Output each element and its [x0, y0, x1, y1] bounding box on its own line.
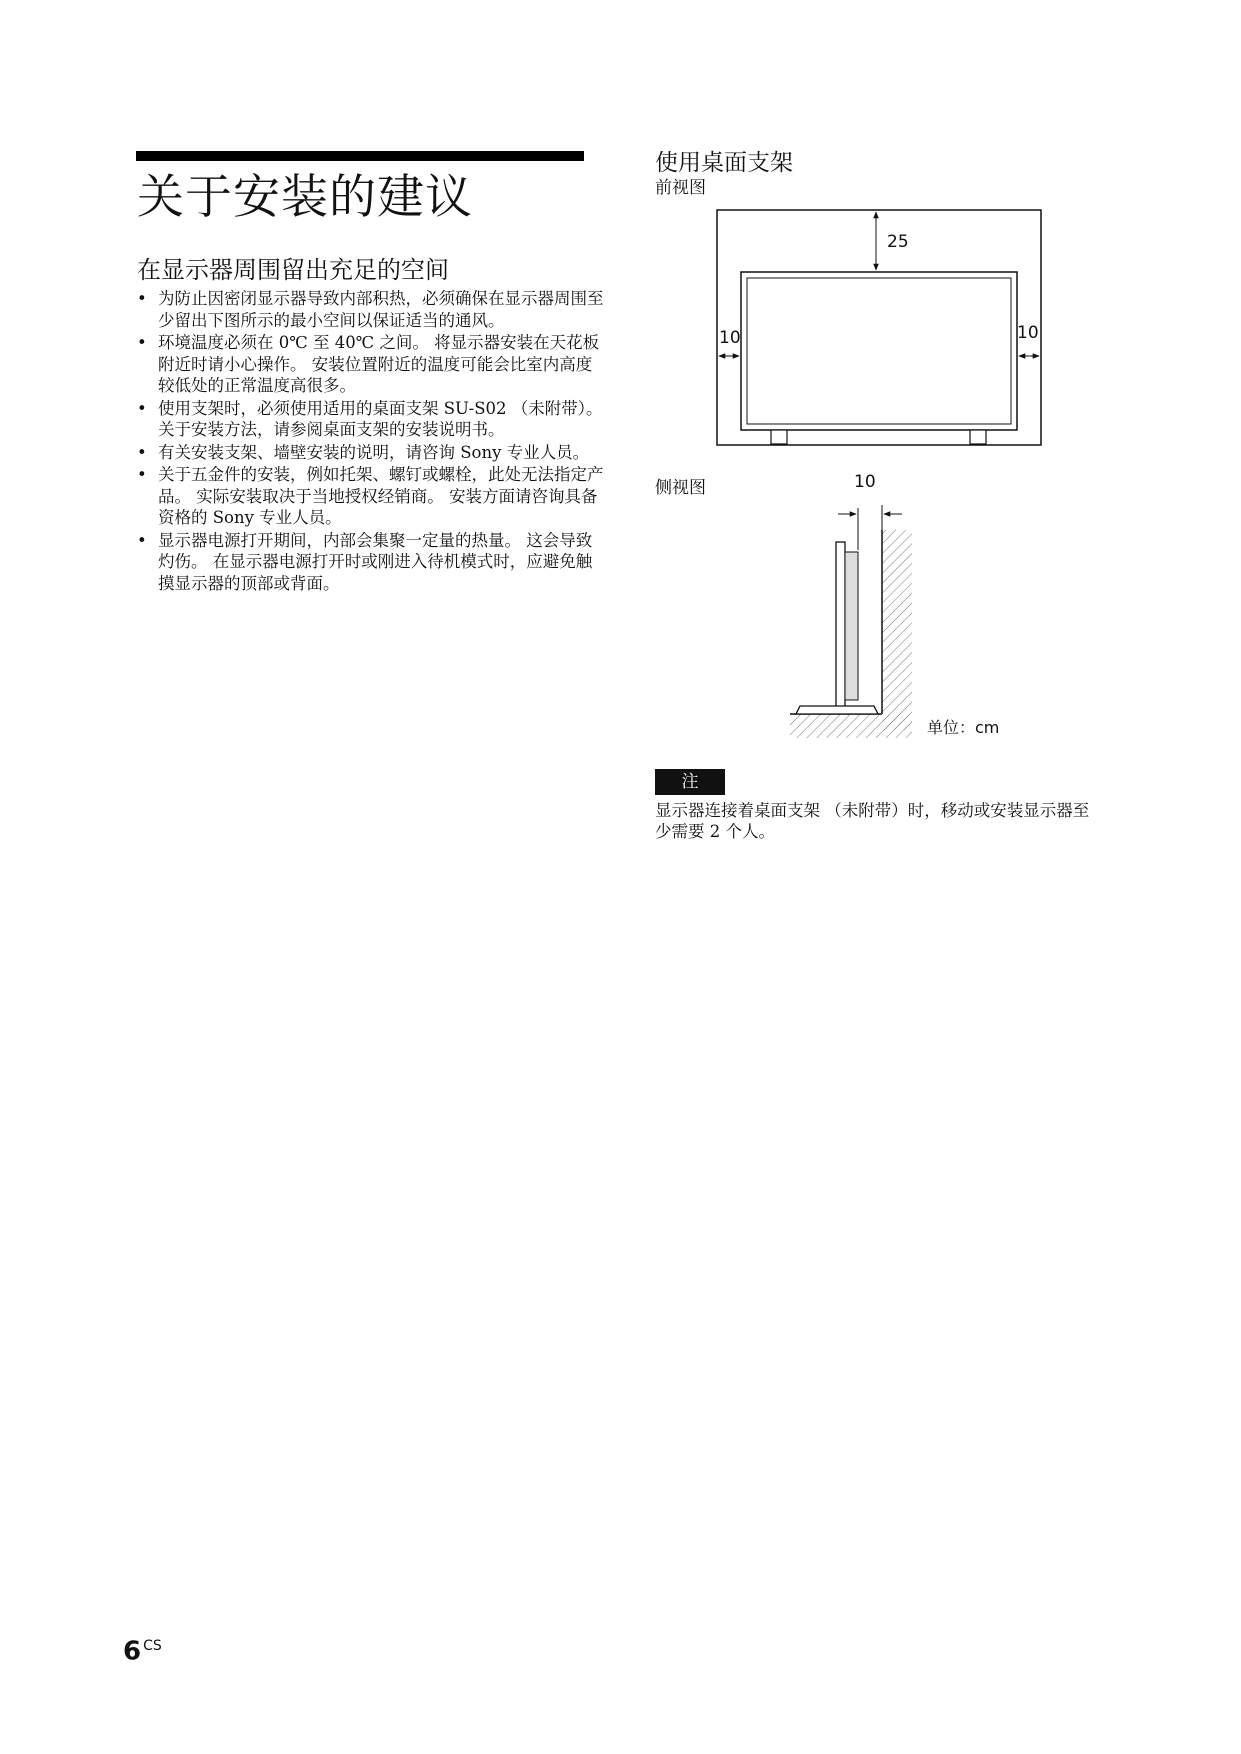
bullet-item: • 显示器电源打开期间，内部会集聚一定量的热量。 这会导致灼伤。 在显示器电源打开时或刚进入待机模式时，应避免触摸显示器的顶部或背面。: [137, 530, 607, 595]
dim-top: 25: [887, 232, 909, 252]
bullet-item: • 为防止因密闭显示器导致内部积热，必须确保在显示器周围至少留出下图所示的最小空间以保证适当的通风。: [137, 288, 607, 331]
dim-right: 10: [1017, 323, 1039, 343]
desk-stand-heading: 使用桌面支架: [655, 150, 793, 176]
front-view-label: 前视图: [655, 178, 706, 198]
note-badge: 注: [655, 769, 725, 795]
stand-foot-right: [970, 430, 986, 444]
dim-left: 10: [719, 328, 741, 348]
unit-label: 单位：cm: [927, 718, 1000, 737]
bullet-item: • 使用支架时，必须使用适用的桌面支架 SU-S02 （未附带）。关于安装方法，请参阅桌面支架的安装说明书。: [137, 398, 607, 441]
side-view: [790, 472, 912, 738]
bullet-item: • 关于五金件的安装，例如托架、螺钉或螺栓，此处无法指定产品。 实际安装取决于当地授权经销商。 安装方面请咨询具备资格的 Sony 专业人员。: [137, 464, 607, 529]
page-title: 关于安装的建议: [137, 170, 473, 225]
page-number-value: 6: [123, 1636, 142, 1667]
monitor-front: [741, 272, 1017, 430]
bullet-item: • 有关安装支架、墙壁安装的说明，请咨询 Sony 专业人员。: [137, 442, 607, 464]
front-view: [717, 210, 1041, 445]
note-text: 显示器连接着桌面支架 （未附带）时，移动或安装显示器至少需要 2 个人。: [655, 801, 1090, 841]
section-heading: 在显示器周围留出充足的空间: [137, 256, 449, 284]
wall-hatch: [882, 530, 912, 730]
page-number: [123, 1631, 162, 1667]
monitor-side: [836, 542, 845, 708]
page-number-suffix: CS: [143, 1638, 162, 1654]
stand-base: [796, 706, 878, 714]
side-view-label: 侧视图: [655, 478, 706, 498]
bullet-list: [137, 288, 607, 595]
floor-hatch: [790, 714, 912, 738]
monitor-back: [845, 552, 858, 700]
bullet-item: • 环境温度必须在 0℃ 至 40℃ 之间。 将显示器安装在天花板附近时请小心操作。 安装位置附近的温度可能会比室内高度较低处的正常温度高很多。: [137, 332, 607, 397]
dim-back: 10: [854, 472, 876, 492]
stand-foot-left: [771, 430, 787, 444]
clearance-diagram: [700, 200, 1060, 740]
title-rule: [136, 151, 584, 161]
